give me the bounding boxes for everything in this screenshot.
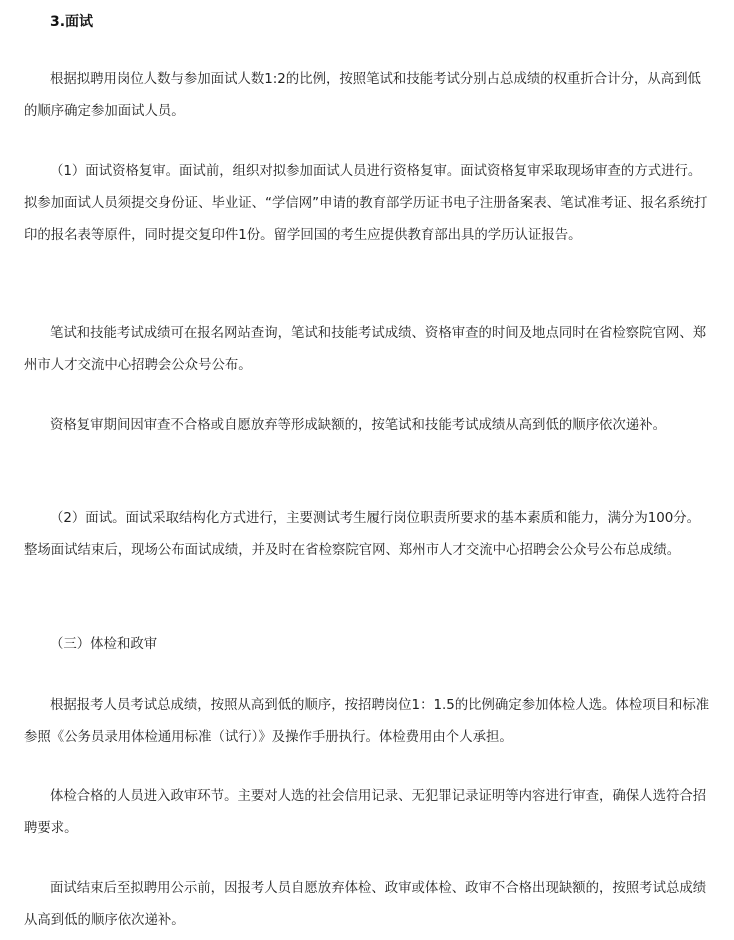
section-title-interview: 3.面试 [50, 14, 94, 30]
paragraph-post-interview-fill: 面试结束后至拟聘用公示前，因报考人员自愿放弃体检、政审或体检、政审不合格出现缺额的，按照考试总成绩从高到低的顺序依次递补。 [24, 881, 707, 928]
paragraph-interview-ratio: 根据拟聘用岗位人数与参加面试人数1:2的比例，按照笔试和技能考试分别占总成绩的权重折合计分，从高到低的顺序确定参加面试人员。 [24, 72, 701, 119]
paragraph-score-query: 笔试和技能考试成绩可在报名网站查询，笔试和技能考试成绩、资格审查的时间及地点同时在省检察院官网、郑州市人才交流中心招聘会公众号公布。 [24, 326, 707, 373]
paragraph-interview-format: （2）面试。面试采取结构化方式进行，主要测试考生履行岗位职责所要求的基本素质和能力，满分为100分。整场面试结束后，现场公布面试成绩，并及时在省检察院官网、郑州市人才交流中心招聘会公众号公布总成绩。 [24, 511, 701, 558]
paragraph-political-review: 体检合格的人员进入政审环节。主要对人选的社会信用记录、无犯罪记录证明等内容进行审查，确保人选符合招聘要求。 [24, 789, 707, 836]
paragraph-medical-exam: 根据报考人员考试总成绩，按照从高到低的顺序，按招聘岗位1：1.5的比例确定参加体检人选。体检项目和标准参照《公务员录用体检通用标准（试行）》及操作手册执行。体检费用由个人承担。 [24, 698, 710, 745]
sub-heading-medical-political: （三）体检和政审 [50, 637, 158, 652]
paragraph-vacancy-fill: 资格复审期间因审查不合格或自愿放弃等形成缺额的，按笔试和技能考试成绩从高到低的顺序依次递补。 [50, 418, 666, 433]
paragraph-qualification-review: （1）面试资格复审。面试前，组织对拟参加面试人员进行资格复审。面试资格复审采取现场审查的方式进行。拟参加面试人员须提交身份证、毕业证、“学信网”申请的教育部学历证书电子注册备案表、笔试准考证、报名系统打印的报名表等原件，同时提交复印件1份。留学回国的考生应提供教育部出具的学历认证报告。 [24, 164, 708, 243]
